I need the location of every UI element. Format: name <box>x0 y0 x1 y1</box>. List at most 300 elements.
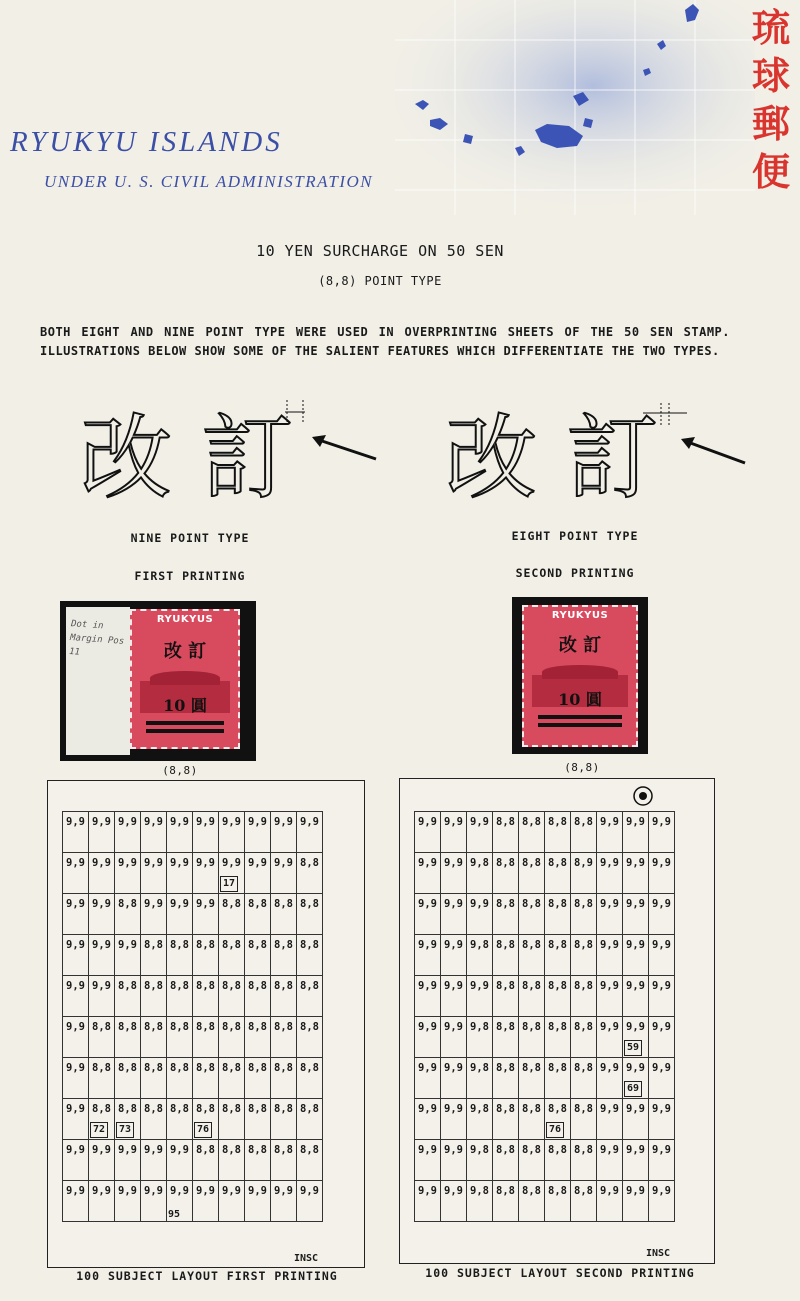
type-pair-value: 8,8 <box>170 1021 189 1033</box>
type-pair-value: 8,8 <box>496 898 515 910</box>
layout-position <box>297 935 323 976</box>
layout-position <box>167 1099 193 1140</box>
ryukyu-map-graphic <box>395 0 755 215</box>
type-pair-value: 9,9 <box>652 1185 671 1197</box>
type-pair-value: 9,9 <box>444 939 463 951</box>
layout-position <box>271 1017 297 1058</box>
layout-position <box>89 853 115 894</box>
layout-row <box>63 1181 323 1222</box>
layout-row <box>415 1140 675 1181</box>
type-pair-value: 9,9 <box>66 1103 85 1115</box>
type-pair-value: 9,9 <box>626 980 645 992</box>
second-printing-layout-caption: 100 SUBJECT LAYOUT SECOND PRINTING <box>425 1266 695 1280</box>
type-pair-value: 9,9 <box>170 816 189 828</box>
type-pair-value: 8,8 <box>300 939 319 951</box>
second-printing-label: SECOND PRINTING <box>515 566 635 580</box>
layout-row <box>63 853 323 894</box>
type-pair-value: 9,9 <box>196 1185 215 1197</box>
obliterating-bar <box>146 721 224 725</box>
layout-position <box>597 935 623 976</box>
type-pair-value: 8,8 <box>300 1021 319 1033</box>
layout-row <box>63 976 323 1017</box>
layout-position <box>415 894 441 935</box>
layout-position <box>219 1017 245 1058</box>
layout-position <box>571 1140 597 1181</box>
layout-position <box>219 1099 245 1140</box>
layout-position <box>245 1140 271 1181</box>
inscription-label: INSC <box>294 1253 319 1264</box>
layout-position <box>649 1140 675 1181</box>
layout-position <box>545 1140 571 1181</box>
layout-row <box>415 1017 675 1058</box>
type-pair-value: 8,8 <box>222 898 241 910</box>
layout-position <box>219 1181 245 1222</box>
position-number-mark: 17 <box>220 876 238 892</box>
type-pair-value: 9,9 <box>66 1185 85 1197</box>
type-pair-value: 9,9 <box>626 1144 645 1156</box>
type-pair-value: 8,8 <box>196 1021 215 1033</box>
layout-row <box>415 894 675 935</box>
layout-position <box>193 1058 219 1099</box>
type-pair-value: 8,8 <box>196 980 215 992</box>
second-printing-layout-board <box>399 778 715 1264</box>
type-pair-value: 8,8 <box>274 1144 293 1156</box>
layout-position <box>219 935 245 976</box>
first-printing-layout-board <box>47 780 365 1268</box>
type-pair-value: 9,9 <box>92 816 111 828</box>
type-pair-value: 9,9 <box>66 1144 85 1156</box>
stamp-overprint-kanji: 改 訂 <box>558 635 602 656</box>
layout-position <box>441 812 467 853</box>
layout-position <box>297 1017 323 1058</box>
layout-position <box>219 1140 245 1181</box>
layout-row <box>415 1058 675 1099</box>
layout-position <box>571 812 597 853</box>
type-pair-value: 9,9 <box>444 816 463 828</box>
layout-position <box>597 1140 623 1181</box>
type-pair-value: 9,9 <box>92 1185 111 1197</box>
type-pair-value: 9,9 <box>144 857 163 869</box>
type-pair-value: 8,8 <box>118 1021 137 1033</box>
type-pair-value: 8,8 <box>548 980 567 992</box>
layout-position <box>115 1017 141 1058</box>
layout-position <box>545 1058 571 1099</box>
layout-position <box>115 1058 141 1099</box>
layout-position <box>193 853 219 894</box>
type-pair-value: 8,8 <box>574 939 593 951</box>
layout-position <box>441 1099 467 1140</box>
nine-point-type-label: NINE POINT TYPE <box>130 531 250 545</box>
layout-position <box>167 1058 193 1099</box>
type-pair-value: 9,9 <box>626 816 645 828</box>
layout-position <box>141 935 167 976</box>
type-pair-value: 8,8 <box>248 1144 267 1156</box>
layout-position <box>271 1140 297 1181</box>
type-pair-value: 9,9 <box>470 980 489 992</box>
type-pair-value: 8,8 <box>300 898 319 910</box>
layout-position <box>141 812 167 853</box>
layout-position <box>597 976 623 1017</box>
type-pair-value: 8,8 <box>222 1021 241 1033</box>
type-pair-value: 9,9 <box>92 980 111 992</box>
type-pair-value: 9,9 <box>626 857 645 869</box>
type-pair-value: 9,8 <box>470 1062 489 1074</box>
type-pair-value: 9,9 <box>66 816 85 828</box>
type-pair-value: 8,8 <box>92 1021 111 1033</box>
layout-position <box>493 853 519 894</box>
layout-position <box>441 1181 467 1222</box>
layout-position <box>63 1099 89 1140</box>
kanji-char: 球 <box>751 53 790 98</box>
layout-position <box>623 935 649 976</box>
type-pair-value: 8,8 <box>248 1062 267 1074</box>
layout-position <box>545 976 571 1017</box>
layout-position <box>115 976 141 1017</box>
type-pair-value: 8,8 <box>522 857 541 869</box>
type-pair-value: 9,9 <box>444 1144 463 1156</box>
layout-position <box>271 1058 297 1099</box>
type-pair-value: 8,8 <box>274 1062 293 1074</box>
layout-position <box>467 812 493 853</box>
type-pair-value: 8,8 <box>118 980 137 992</box>
type-pair-value: 9,9 <box>66 857 85 869</box>
layout-position <box>271 1181 297 1222</box>
type-pair-value: 8,8 <box>144 980 163 992</box>
layout-position <box>571 894 597 935</box>
layout-position <box>467 1140 493 1181</box>
layout-position <box>245 812 271 853</box>
type-pair-value: 9,9 <box>418 1144 437 1156</box>
layout-position <box>219 1058 245 1099</box>
layout-position <box>245 853 271 894</box>
type-pair-value: 8,8 <box>274 980 293 992</box>
layout-position <box>571 1181 597 1222</box>
type-pair-value: 8,8 <box>522 1103 541 1115</box>
layout-position <box>623 976 649 1017</box>
layout-position <box>141 853 167 894</box>
type-pair-value: 9,9 <box>66 980 85 992</box>
type-pair-value: 9,9 <box>144 1185 163 1197</box>
type-pair-value: 8,8 <box>170 1062 189 1074</box>
layout-position <box>193 976 219 1017</box>
nine-point-char-illustration <box>80 395 380 525</box>
type-pair-value: 9,9 <box>196 816 215 828</box>
layout-position <box>415 1099 441 1140</box>
layout-position <box>571 935 597 976</box>
surcharged-stamp <box>522 605 638 747</box>
layout-position <box>649 1099 675 1140</box>
layout-position <box>167 976 193 1017</box>
type-pair-value: 9,8 <box>470 1144 489 1156</box>
layout-position <box>545 935 571 976</box>
type-pair-value: 9,9 <box>444 1103 463 1115</box>
layout-position <box>519 894 545 935</box>
layout-position <box>519 853 545 894</box>
type-pair-value: 8,8 <box>574 1103 593 1115</box>
obliterating-bar <box>146 729 224 733</box>
type-pair-value: 9,8 <box>470 1103 489 1115</box>
type-pair-value: 8,8 <box>92 1103 111 1115</box>
type-pair-value: 8,8 <box>248 898 267 910</box>
layout-position <box>623 1099 649 1140</box>
layout-position <box>571 1017 597 1058</box>
obliterating-bar <box>538 723 622 727</box>
type-pair-value: 8,8 <box>144 939 163 951</box>
layout-position <box>545 1181 571 1222</box>
type-pair-value: 9,9 <box>418 816 437 828</box>
type-pair-value: 9,9 <box>170 1144 189 1156</box>
layout-position <box>649 894 675 935</box>
type-pair-value: 8,8 <box>248 939 267 951</box>
layout-position <box>415 1140 441 1181</box>
layout-position <box>597 1099 623 1140</box>
type-pair-value: 8,8 <box>548 816 567 828</box>
type-pair-value: 9,9 <box>118 816 137 828</box>
layout-position <box>167 935 193 976</box>
layout-row <box>63 894 323 935</box>
layout-position <box>245 976 271 1017</box>
type-pair-value: 8,8 <box>548 857 567 869</box>
layout-position <box>493 1140 519 1181</box>
layout-position <box>441 853 467 894</box>
type-pair-value: 8,8 <box>300 980 319 992</box>
layout-position <box>89 976 115 1017</box>
type-pair-value: 9,9 <box>444 1021 463 1033</box>
layout-position <box>649 812 675 853</box>
ryukyu-postal-kanji <box>748 4 794 196</box>
layout-position <box>493 935 519 976</box>
layout-position <box>597 853 623 894</box>
type-pair-value: 8,8 <box>222 980 241 992</box>
overprint-glyphs: 改 訂 <box>445 405 659 512</box>
layout-row <box>63 812 323 853</box>
layout-position <box>63 894 89 935</box>
layout-position <box>493 976 519 1017</box>
layout-position <box>63 1058 89 1099</box>
type-pair-value: 9,9 <box>418 898 437 910</box>
section-subheading: (8,8) POINT TYPE <box>318 274 442 288</box>
type-pair-value: 9,9 <box>196 898 215 910</box>
type-pair-value: 8,8 <box>548 1062 567 1074</box>
layout-position <box>545 812 571 853</box>
type-pair-value: 9,9 <box>66 1062 85 1074</box>
stamp-overprint-value: 10 圓 <box>163 696 207 715</box>
type-pair-value: 8,8 <box>222 939 241 951</box>
layout-position <box>297 894 323 935</box>
type-pair-value: 8,8 <box>118 1103 137 1115</box>
eight-point-type-label: EIGHT POINT TYPE <box>511 529 639 543</box>
type-pair-value: 9,9 <box>652 1144 671 1156</box>
type-pair-value: 8,8 <box>574 816 593 828</box>
type-pair-value: 8,8 <box>548 1103 567 1115</box>
type-pair-value: 9,9 <box>274 1185 293 1197</box>
layout-position <box>597 1181 623 1222</box>
type-pair-value: 8,8 <box>222 1144 241 1156</box>
layout-position <box>219 894 245 935</box>
selvage-handwritten-note: Dot in Margin Pos 11 <box>68 619 125 658</box>
layout-position <box>219 976 245 1017</box>
type-pair-value: 8,8 <box>300 1103 319 1115</box>
layout-position <box>415 935 441 976</box>
layout-position <box>297 1140 323 1181</box>
type-pair-value: 8,8 <box>496 1144 515 1156</box>
type-pair-value: 9,9 <box>626 1185 645 1197</box>
layout-position <box>467 976 493 1017</box>
type-pair-value: 9,9 <box>600 857 619 869</box>
layout-position <box>415 1058 441 1099</box>
layout-position <box>115 935 141 976</box>
layout-position <box>545 894 571 935</box>
layout-position <box>167 1181 193 1222</box>
type-pair-value: 8,8 <box>196 1103 215 1115</box>
type-pair-value: 9,9 <box>66 939 85 951</box>
type-pair-value: 9,9 <box>196 857 215 869</box>
position-number-mark: 59 <box>624 1040 642 1056</box>
layout-position <box>193 935 219 976</box>
second-printing-stamp-mount <box>512 597 648 754</box>
layout-position <box>245 894 271 935</box>
layout-position <box>63 976 89 1017</box>
type-pair-value: 9,9 <box>418 1103 437 1115</box>
type-pair-value: 9,9 <box>248 816 267 828</box>
type-pair-value: 8,8 <box>574 898 593 910</box>
layout-position <box>271 853 297 894</box>
layout-position <box>167 1017 193 1058</box>
first-printing-layout-grid <box>62 811 323 1222</box>
layout-position <box>519 1140 545 1181</box>
type-pair-value: 8,8 <box>222 1103 241 1115</box>
layout-position <box>571 1058 597 1099</box>
layout-position <box>467 853 493 894</box>
type-pair-value: 9,9 <box>418 980 437 992</box>
layout-row <box>415 812 675 853</box>
layout-row <box>63 1099 323 1140</box>
layout-position <box>63 1017 89 1058</box>
type-pair-value: 8,8 <box>248 1103 267 1115</box>
layout-position <box>167 853 193 894</box>
type-pair-value: 9,9 <box>144 898 163 910</box>
type-pair-value: 9,9 <box>600 1103 619 1115</box>
type-pair-value: 8,8 <box>496 1062 515 1074</box>
type-pair-value: 8,8 <box>522 1144 541 1156</box>
type-pair-value: 8,8 <box>548 1144 567 1156</box>
layout-position <box>597 894 623 935</box>
type-pair-value: 9,9 <box>118 939 137 951</box>
layout-position <box>297 812 323 853</box>
layout-position <box>193 1181 219 1222</box>
type-pair-value: 9,9 <box>418 1062 437 1074</box>
type-pair-value: 9,9 <box>600 939 619 951</box>
type-pair-value: 9,9 <box>92 939 111 951</box>
type-pair-value: 9,9 <box>274 857 293 869</box>
type-pair-value: 9,9 <box>170 898 189 910</box>
layout-position <box>193 1099 219 1140</box>
type-pair-value: 9,9 <box>118 1185 137 1197</box>
type-pair-value: 8,8 <box>274 898 293 910</box>
type-pair-value: 8,8 <box>196 1144 215 1156</box>
kanji-char: 郵 <box>751 101 790 146</box>
type-pair-value: 8,8 <box>496 980 515 992</box>
layout-row <box>415 1181 675 1222</box>
type-pair-value: 9,9 <box>144 816 163 828</box>
layout-position <box>493 812 519 853</box>
type-pair-value: 9,9 <box>444 898 463 910</box>
type-pair-value: 8,8 <box>300 1062 319 1074</box>
type-pair-value: 9,9 <box>652 1103 671 1115</box>
position-number-mark: 72 <box>90 1122 108 1138</box>
layout-position <box>597 1058 623 1099</box>
type-pair-value: 8,8 <box>274 1103 293 1115</box>
layout-position <box>467 1181 493 1222</box>
type-pair-value: 8,8 <box>144 1103 163 1115</box>
layout-position <box>115 1099 141 1140</box>
stamp-overprint-value: 10 圓 <box>558 690 602 709</box>
type-pair-value: 9,9 <box>222 857 241 869</box>
plate-number-circle-icon <box>632 785 654 807</box>
layout-position <box>297 1058 323 1099</box>
type-pair-value: 8,8 <box>170 939 189 951</box>
type-pair-value: 9,9 <box>144 1144 163 1156</box>
type-pair-value: 8,8 <box>196 1062 215 1074</box>
layout-position <box>141 976 167 1017</box>
layout-row <box>63 935 323 976</box>
description-text: BOTH EIGHT AND NINE POINT TYPE WERE USED IN OVERPRINTING SHEETS OF THE 50 SEN STAMP. ILLUSTRATIONS BELOW SHOW SOME OF THE SALIENT FEATURES WHICH DIFFERENTIATE THE TWO TYPES. <box>40 325 730 358</box>
layout-position <box>271 1099 297 1140</box>
layout-position <box>141 1181 167 1222</box>
layout-position <box>467 1099 493 1140</box>
type-pair-value: 9,9 <box>300 816 319 828</box>
layout-position <box>63 853 89 894</box>
layout-position <box>467 1058 493 1099</box>
position-number-mark: 73 <box>116 1122 134 1138</box>
layout-position <box>245 1099 271 1140</box>
type-pair-value: 8,8 <box>496 857 515 869</box>
type-pair-value: 8,8 <box>574 1062 593 1074</box>
type-pair-value: 9,9 <box>222 816 241 828</box>
layout-position <box>115 894 141 935</box>
type-pair-value: 8,8 <box>170 1103 189 1115</box>
layout-position <box>193 894 219 935</box>
layout-row <box>63 1017 323 1058</box>
type-pair-value: 8,8 <box>300 1144 319 1156</box>
layout-position <box>649 853 675 894</box>
type-pair-value: 8,8 <box>574 980 593 992</box>
layout-position <box>519 1099 545 1140</box>
layout-position <box>89 894 115 935</box>
layout-position <box>519 1017 545 1058</box>
type-pair-value: 9,9 <box>626 1103 645 1115</box>
layout-position <box>649 1058 675 1099</box>
page-title: RYUKYU ISLANDS <box>10 126 283 158</box>
layout-position <box>545 853 571 894</box>
stamp-caption-right: (8,8) <box>564 761 600 774</box>
type-pair-value: 8,8 <box>574 1185 593 1197</box>
type-pair-value: 8,8 <box>522 1185 541 1197</box>
layout-position <box>89 812 115 853</box>
type-pair-value: 9,9 <box>626 939 645 951</box>
type-pair-value: 8,8 <box>222 1062 241 1074</box>
type-pair-value: 8,8 <box>170 980 189 992</box>
layout-position <box>89 1099 115 1140</box>
type-pair-value: 9,9 <box>300 1185 319 1197</box>
layout-position <box>297 1099 323 1140</box>
type-pair-value: 9,9 <box>600 1144 619 1156</box>
layout-position <box>115 853 141 894</box>
type-pair-value: 8,8 <box>522 1062 541 1074</box>
type-pair-value: 8,8 <box>92 1062 111 1074</box>
layout-position <box>89 1058 115 1099</box>
second-printing-layout-grid <box>414 811 675 1222</box>
